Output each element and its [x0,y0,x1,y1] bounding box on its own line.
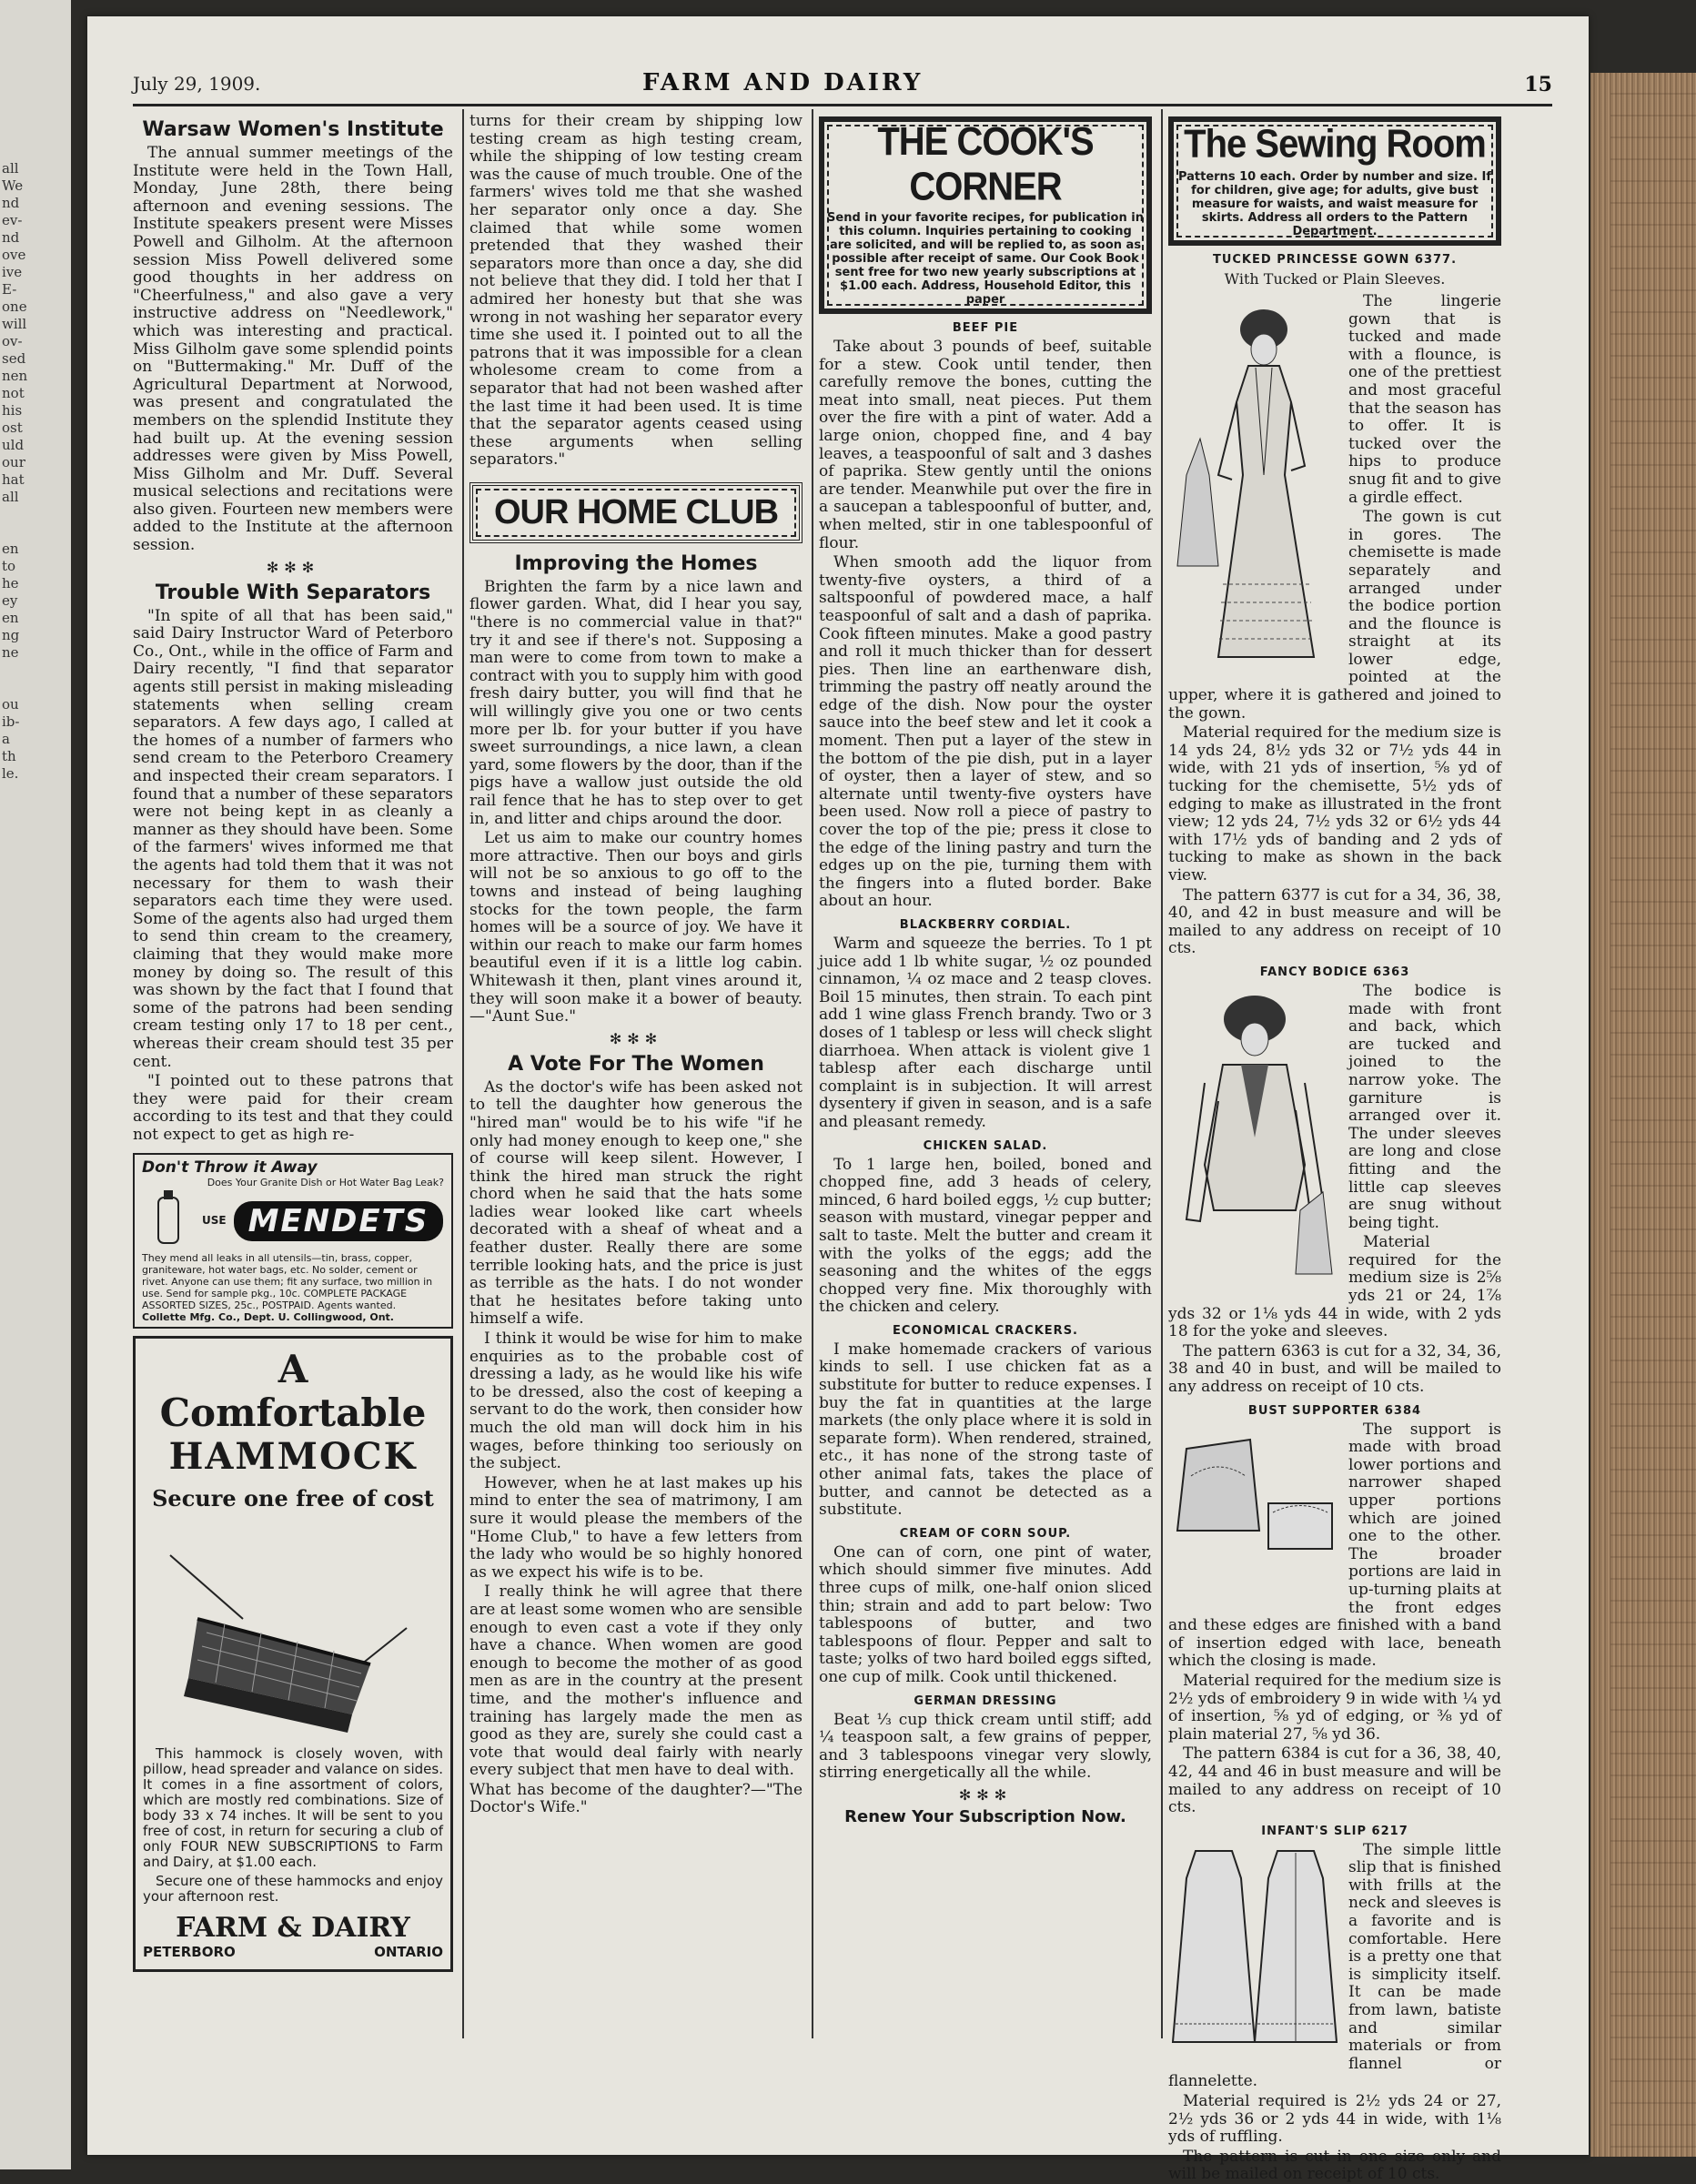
ad-use-label: USE [202,1214,227,1228]
pattern-bust-2: Material required for the medium size is 2½ yds of embroidery 9 in wide with ¼ yd of insertion, ⅝ yd of edging, or ⅜ yd of plain material 27, ⅝ yd 36. [1168,1671,1501,1744]
left-page-edge [0,0,71,2169]
page-header [133,69,1552,100]
article-trouble-2: "I pointed out to these patrons that they were paid for their cream according to its test and that they could not expect to get as high re- [133,1072,453,1144]
left-page-fragment: a [2,731,10,747]
left-page-fragment: th [2,748,16,764]
section-ornament: ✻✻✻ [958,1785,1013,1804]
left-page-fragment: ive [2,264,23,280]
hammock-cta: Secure one of these hammocks and enjoy your afternoon rest. [143,1873,443,1906]
left-page-fragment: all [2,160,19,177]
pattern-bodice-3: The pattern 6363 is cut for a 32, 34, 36, 38 and 40 in bust, and will be mailed to any address on receipt of 10 cts. [1168,1341,1501,1397]
recipe-blackberry: Warm and squeeze the berries. To 1 pt juice add 1 lb white sugar, ½ oz pounded cinnamon, ¼ oz mace and 2 teasp cloves. Boil 15 minutes, then strain. To each pint add 1 wine glass French brandy. Two or 3 doses of 1 tablesp or less will check slight diarrhoea. When attack is violent give 1 tablesp after each discharge until complaint is in subjection. It will arrest dysentery if given in season, and is a safe and pleasant remedy. [819,935,1152,1131]
article-trouble-1: "In spite of all that has been said," said Dairy Instructor Ward of Peterboro Co., Ont., while in the office of Farm and Dairy recently, "I find that separator agents still persist in making misleading statements when selling cream separators. A few days ago, I called at the homes of a number of farmers who send cream to the Peterboro Creamery and inspected their cream separators. I found that a number of these separators were not being kept in as cleanly a manner as they should have been. Some of the farmers' wives informed me that the agents had told them that it was not necessary for them to wash their separators each time they were used. Some of the agents also had urged them to send thin cream to the creamery, claiming that they would make more money by doing so. The result of this was shown by the fact that I found that some of the patrons had been sending cream testing only 17 to 18 per cent., whereas their cream should test 35 per cent. [133,606,453,1071]
left-page-fragment: nen [2,368,28,384]
recipe-corn-soup: One can of corn, one pint of water, which should simmer five minutes. Add three cups of milk, one-half onion sliced thin; strain and add to part below: Two tablespoons of butter, and two tablespoons of flour. Pepper and salt to taste; yolks of two hard boiled eggs sifted, one cup of milk. Cook until thickened. [819,1542,1152,1686]
sewing-room-banner [1168,116,1501,246]
bodice-illustration [1168,983,1341,1287]
recipe-title-blackberry: BLACKBERRY CORDIAL. [899,918,1072,932]
pattern-slip-1: The simple little slip that is finished with frills at the neck and sleeves is a favorite and is comfortable. Here is a pretty one that is simplicity itself. It can be made from lawn, batiste and similar materials or from flannel or flannelette. [1168,1840,1501,2091]
article-vote-4: I really think he will agree that there are at least some women who are sensible enough to even cast a vote if they only have a chance. When women are good enough to become the mother of as good men as are in the country at the present time, and the mother's influence and training has largely made the men as good as they are, surely she could cast a vote that would deal fairly with nearly every subject that men have to deal with. [469,1582,803,1780]
left-page-fragment: hat [2,471,25,488]
left-page-fragment: ng [2,627,20,643]
left-page-fragment: nd [2,195,20,211]
recipe-german-dressing: Beat ⅓ cup thick cream until stiff; add ¼ teaspoon salt, a few grains of pepper, and 3 tablespoons vinegar very slowly, stirring energetically all the while. [819,1710,1152,1783]
mendets-advertisement [133,1153,453,1329]
ad-city: PETERBORO [143,1944,236,1961]
pattern-bust-1: The support is made with broad lower portions and narrower shaped upper portions which are joined one to the other. The broader portions are laid in up-turning plaits at the front edges and these edges are finished with a band of insertion edged with lace, beneath which the closing is made. [1168,1420,1501,1671]
column-divider [1161,109,1163,2038]
left-page-fragment: one [2,298,27,315]
left-page-fragment [0,662,71,679]
headline-improving: Improving the Homes [514,551,758,575]
pattern-title-gown: TUCKED PRINCESSE GOWN 6377. [1212,253,1458,267]
recipe-title-corn-soup: CREAM OF CORN SOUP. [899,1526,1072,1541]
left-page-fragment [0,506,71,523]
article-vote-signature: What has become of the daughter?—"The Doctor's Wife." [469,1780,803,1817]
section-ornament: ✻✻✻ [609,1029,663,1047]
pattern-title-slip: INFANT'S SLIP 6217 [1261,1824,1408,1838]
mendets-brand: MENDETS [234,1201,444,1241]
column-3 [819,113,1152,2069]
ad-publisher: FARM & DAIRY [176,1912,410,1945]
left-page-fragment: to [2,558,16,574]
column-1 [133,113,453,2069]
home-club-banner [469,482,803,543]
recipe-title-german-dressing: GERMAN DRESSING [914,1694,1057,1708]
infant-slip-illustration [1168,1842,1341,2055]
bust-supporter-illustration [1168,1421,1341,1598]
ad-small-text: Does Your Granite Dish or Hot Water Bag Leak? [207,1177,444,1189]
cooks-corner-title: THE COOK'S CORNER [877,119,1094,209]
left-page-fragment: our [2,454,25,470]
left-page-fragment: ov- [2,333,23,349]
home-club-title: OUR HOME CLUB [493,492,779,531]
recipe-beef-1: Take about 3 pounds of beef, suitable for a stew. Cook until tender, then carefully remove the bones, cutting the meat into small, neat pieces. Put them over the fire with a pint of water. Add a large onion, chopped fine, and 4 bay leaves, a teaspoonful of salt and 3 dashes of paprika. Stew gently until the onions are tender. Meanwhile put over the fire in a saucepan a tablespoonful of butter, and, when melted, stir in one tablespoonful of flour. [819,338,1152,552]
left-page-fragment: en [2,541,19,557]
section-ornament: ✻✻✻ [266,558,320,576]
ad-body: They mend all leaks in all utensils—tin, brass, copper, graniteware, hot water bags, etc. No solder, cement or rivet. Anyone can use them; fit any surface, two million in use. Send for sample pkg., 10c. COMPLETE PACKAGE ASSORTED SIZES, 25c., POSTPAID. Agents wanted. [142,1252,433,1312]
cooks-corner-banner [819,116,1152,314]
left-page-fragment: sed [2,350,26,367]
recipe-title-beef-pie: BEEF PIE [952,321,1019,335]
ad-headline-1: A Comfortable [159,1347,427,1436]
newspaper-page [87,16,1589,2184]
book-page-edges-lines [1610,73,1696,2157]
ad-company: Collette Mfg. Co., Dept. U. Collingwood, Ont. [142,1311,394,1324]
pattern-bodice-2: Material required for the medium size is 2⅝ yds 21 or 24, 1⅞ yds 32 or 1⅛ yds 44 in wide, with 2 yds 18 for the yoke and sleeves. [1168,1233,1501,1341]
article-improving-1: Brighten the farm by a nice lawn and flower garden. What, did I hear you say, "there is no commercial value in that?" try it and see if there's not. Supposing a man were to come from town to make a contract with you to supply him with good fresh dairy butter, you will find that he will willingly give you one or two cents more per lb. for your butter if you have sweet surroundings, a nice lawn, a clean yard, some flowers by the door, than if the pigs have a wallow just outside the old rail fence that he has to step over to get in, and litter and chips around the door. [469,577,803,828]
recipe-crackers: I make homemade crackers of various kinds to sell. I use chicken fat as a substitute for butter to reduce expenses. I buy the fat in quantities at the large markets (the only place where it is sold in separate form). When rendered, strained, etc., it has none of the strong taste of other animal fats, takes the place of butter, and cannot be detected as a substitute. [819,1340,1152,1520]
left-page-fragment: ou [2,696,19,713]
pattern-subtitle-gown: With Tucked or Plain Sleeves. [1224,270,1446,288]
recipe-chicken: To 1 large hen, boiled, boned and chopped fine, add 3 heads of celery, minced, 6 hard boiled eggs, ½ cup butter; season with mustard, vinegar pepper and salt to taste. Melt the butter and cream it with the yolks of the eggs; add the seasoning and the whites of the eggs chopped very fine. Mix thoroughly with the chicken and celery. [819,1155,1152,1317]
pattern-bust-3: The pattern 6384 is cut for a 36, 38, 40, 42, 44 and 46 in bust measure and will be mailed to any address on receipt of 10 cts. [1168,1744,1501,1817]
left-page-fragment: he [2,575,19,592]
left-page-fragment: ev- [2,212,23,228]
pattern-slip-2: Material required is 2½ yds 24 or 27, 2½ yds 36 or 2 yds 44 in wide, with 1⅛ yds of ruffling. [1168,2092,1501,2147]
headline-warsaw: Warsaw Women's Institute [142,118,444,141]
left-page-fragment: his [2,402,23,419]
hammock-illustration [143,1519,443,1746]
article-vote-1: As the doctor's wife has been asked not to tell the daughter how generous the "hired man" would be to his wife "if he only had money enough to keep one," she of course will keep silent. However, I think the hired man struck the right chord when he said that the hats some ladies wear looked like cart wheels decorated with a sheaf of wheat and a feather duster. Really there are some terrible looking hats, and the price is just as terrible as the hats. I do not wonder that he hesitates before taking unto himself a wife. [469,1077,803,1329]
left-page-fragment: ib- [2,713,20,730]
ad-province: ONTARIO [374,1944,443,1961]
left-page-fragment: will [2,316,27,332]
left-page-fragment: ne [2,644,19,661]
article-warsaw: The annual summer meetings of the Institute were held in the Town Hall, Monday, June 28th, there being afternoon and evening sessions. The Institute speakers present were Misses Powell and Gilholm. At the afternoon session Miss Powell delivered some good thoughts in her address on "Cheerfulness," and also gave a very instructive address on "Needlework," which was interesting and practical. Miss Gilholm gave some splendid points on "Buttermaking." Mr. Duff of the Agricultural Department at Norwood, was present and congratulated the members on the splendid Institute they had built up. At the evening session addresses were given by Miss Powell, Miss Gilholm and Mr. Duff. Several musical selections and recitations were also given. Fourteen new members were added to the Institute at the afternoon session. [133,144,453,555]
bottle-icon [142,1188,197,1252]
pattern-slip-3: The pattern is cut in one size only and will be mailed on receipt of 10 cts. [1168,2147,1501,2184]
column-4 [1168,113,1501,2184]
left-page-fragment: We [2,177,24,194]
article-trouble-continued: turns for their cream by shipping low testing cream as high testing cream, while the shipping of low testing cream was the cause of much trouble. One of the farmers' wives told me that she washed her separator only once a day. She claimed that while some women pretended that they washed their separators more than once a day, she did not believe that they did. I told her that I admired her honesty but that she was wrong in not washing her separator every time she used it. I pointed out to all the patrons that it was impossible for a clean wholesome cream to come from a separator that had not been washed after the last time it had been used. It is time that the separator agents ceased using these arguments when selling separators." [469,112,803,470]
cooks-corner-intro: Send in your favorite recipes, for publication in this column. Inquiries pertaining to cooking are solicited, and will be replied to, as soon as possible after receipt of same. Our Cook Book sent free for two new yearly subscriptions at $1.00 each. Address, Household Editor, this paper [827,211,1144,307]
left-page-fragment: ey [2,592,18,609]
ad-tagline: Don't Throw it Away [142,1158,318,1178]
column-divider [812,109,813,2038]
pattern-gown-4: The pattern 6377 is cut for a 34, 36, 38, 40, and 42 in bust measure and will be mailed to any address on receipt of 10 cts. [1168,885,1501,958]
headline-trouble-separators: Trouble With Separators [155,581,431,604]
pattern-bodice-1: The bodice is made with front and back, which are tucked and joined to the narrow yoke. The garniture is arranged over it. The under sleeves are long and close fitting and the little cap sleeves are snug without being tight. [1348,981,1501,1232]
left-page-fragment: ove [2,247,26,263]
left-page-fragment [0,523,71,541]
recipe-title-crackers: ECONOMICAL CRACKERS. [892,1323,1078,1338]
article-vote-3: However, when he at last makes up his mind to enter the sea of matrimony, I am sure it would please the members of the "Home Club," to have a few letters from the lady who would be so highly honored as we expect his wife is to be. [469,1473,803,1582]
left-page-fragment: nd [2,229,20,246]
pattern-gown-2: The gown is cut in gores. The chemisette is made separately and arranged under the bodice portion and the flounce is straight at its lower edge, pointed at the upper, where it is gathered and joined to the gown. [1168,508,1501,723]
column-divider [462,109,464,2038]
header-rule [133,104,1552,106]
gown-illustration [1168,293,1341,679]
left-page-fragment: uld [2,437,25,453]
ad-headline-3: Secure one free of cost [152,1485,434,1512]
left-page-fragment: en [2,610,19,626]
ad-headline-2: HAMMOCK [168,1435,418,1479]
sewing-room-intro: Patterns 10 each. Order by number and size. If for children, give age; for adults, give bust measure for waists, and waist measure for skirts. Address all orders to the Pattern Department. [1177,170,1492,238]
left-page-fragment: all [2,489,19,505]
renew-subscription-notice: Renew Your Subscription Now. [844,1806,1126,1826]
article-vote-2: I think it would be wise for him to make enquiries as to the probable cost of dressing a lady, as he would like his wife to be dressed, also the cost of keeping a servant to do the work, then consider how much the old man will dock him in his wages, before thinking too seriously on the subject. [469,1330,803,1473]
pattern-title-bust: BUST SUPPORTER 6384 [1247,1403,1422,1418]
recipe-beef-2: When smooth add the liquor from twenty-five oysters, a third of a saltspoonful of powdered mace, a half teaspoonful of salt and a dash of paprika. Cook fifteen minutes. Make a good pastry and roll it much thicker than for dessert pies. Then line an earthenware dish, trimming the pastry off neatly around the edge of the dish. Now pour the oyster sauce into the beef stew and let it cook a moment. Then put a layer of the stew in the bottom of the pie dish, put in a layer of oyster, then a layer of stew, and so alternate until twenty-five oysters have been used. Now roll a piece of pastry to cover the top of the pie; press it close to the edge of the lining pastry and turn the edges up on the pie, turning them with the fingers into a fluted border. Bake about an hour. [819,553,1152,911]
headline-vote: A Vote For The Women [508,1052,764,1076]
page-number: 15 [1524,73,1552,96]
hammock-advertisement [133,1336,453,1972]
issue-date: July 29, 1909. [133,73,261,95]
sewing-room-title: The Sewing Room [1184,121,1486,167]
pattern-title-bodice: FANCY BODICE 6363 [1259,965,1410,979]
article-improving-2: Let us aim to make our country homes more attractive. Then our boys and girls will not be so anxious to go off to the towns and instead of being laughing stocks for the town people, the farm homes will be a source of joy. We have it within our reach to make our farm homes beautiful even if it is a little log cabin. Whitewash it then, plant vines around it, they will soon make it a bower of beauty.—"Aunt Sue." [469,829,803,1026]
pattern-gown-3: Material required for the medium size is 14 yds 24, 8½ yds 32 or 7½ yds 44 in wide, with 21 yds of insertion, ⅝ yd of tucking for the chemisette, 5½ yds of edging to make as illustrated in the front view; 12 yds 24, 7½ yds 32 or 6½ yds 44 with 17½ yds of banding and 2 yds of tucking to make as shown in the back view. [1168,723,1501,885]
column-2 [469,113,803,2069]
left-page-fragment: ost [2,420,23,436]
left-page-fragment [0,679,71,696]
hammock-description: This hammock is closely woven, with pillow, head spreader and valance on sides. It comes in a fine assortment of colors, which are mostly red combinations. Size of body 33 x 74 inches. It will be sent to you free of cost, in return for securing a club of only FOUR NEW SUBSCRIPTIONS to Farm and Dairy, at $1.00 each. [143,1745,443,1871]
left-page-fragment: le. [2,765,19,782]
masthead-title: FARM AND DAIRY [642,69,924,96]
pattern-gown-1: The lingerie gown that is tucked and made with a flounce, is one of the prettiest and most graceful that the season has to offer. It is tucked over the hips to produce snug fit and to give a girdle effect. [1348,292,1501,507]
left-page-fragment: not [2,385,25,401]
left-page-fragment: E- [2,281,17,298]
recipe-title-chicken: CHICKEN SALAD. [923,1138,1048,1153]
